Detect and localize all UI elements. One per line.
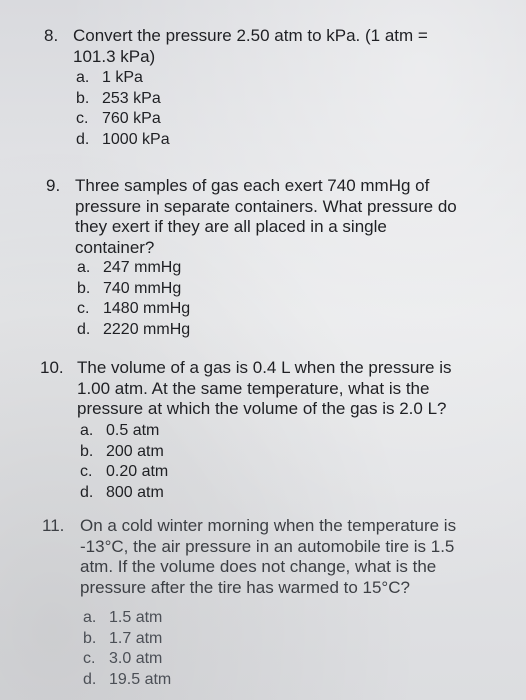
- option-text: 0.5 atm: [106, 422, 160, 439]
- option-letter: d.: [77, 320, 91, 338]
- option-letter: b.: [83, 629, 97, 647]
- stem-line: atm. If the volume does not change, what is the: [80, 557, 437, 576]
- option-d: [77, 320, 190, 341]
- option-text: 1000 kPa: [102, 130, 170, 148]
- option-text: 740 mmHg: [103, 279, 182, 297]
- option-letter: c.: [83, 650, 96, 667]
- question-stem: [73, 26, 428, 67]
- option-a: [83, 608, 171, 629]
- stem-line: Convert the pressure 2.50 atm to kPa. (1 atm =: [73, 26, 428, 45]
- question-stem: [77, 358, 452, 420]
- option-letter: a.: [77, 259, 91, 276]
- option-text: 1480 mmHg: [103, 300, 191, 317]
- option-d: [76, 130, 170, 151]
- question-number: 10.: [40, 358, 64, 377]
- option-letter: a.: [80, 422, 94, 439]
- option-text: 760 kPa: [102, 110, 161, 127]
- stem-line: On a cold winter morning when the temperature is: [80, 516, 457, 535]
- option-text: 3.0 atm: [109, 650, 163, 667]
- answer-options: [80, 421, 168, 503]
- answer-options: [76, 68, 170, 150]
- option-letter: d.: [80, 483, 94, 501]
- option-text: 200 atm: [106, 442, 164, 460]
- option-text: 2220 mmHg: [103, 320, 191, 338]
- option-letter: c.: [77, 300, 90, 317]
- stem-line: The volume of a gas is 0.4 L when the pressure is: [77, 358, 452, 377]
- option-letter: c.: [80, 463, 93, 480]
- option-text: 1.5 atm: [109, 609, 163, 626]
- option-letter: b.: [76, 89, 90, 107]
- option-letter: d.: [83, 670, 97, 688]
- stem-line: -13°C, the air pressure in an automobile tire is 1.5: [80, 536, 455, 556]
- question-stem: [75, 176, 457, 258]
- option-letter: b.: [77, 279, 91, 297]
- question-number: 9.: [46, 176, 61, 195]
- question-number: 8.: [44, 26, 59, 45]
- option-text: 1.7 atm: [109, 629, 163, 647]
- answer-options: [77, 258, 190, 340]
- option-a: [77, 258, 190, 279]
- option-text: 0.20 atm: [106, 463, 169, 480]
- option-text: 253 kPa: [102, 89, 161, 107]
- stem-line: Three samples of gas each exert 740 mmHg of: [75, 176, 430, 195]
- option-letter: d.: [76, 130, 90, 148]
- option-text: 1 kPa: [102, 69, 143, 86]
- option-b: [80, 442, 168, 463]
- question-number: 11.: [42, 516, 65, 535]
- stem-line: pressure at which the volume of the gas is 2.0 L?: [77, 399, 447, 418]
- option-text: 19.5 atm: [109, 670, 172, 688]
- option-a: [80, 421, 168, 442]
- option-d: [80, 483, 168, 504]
- option-a: [76, 68, 170, 89]
- stem-line: container?: [75, 237, 155, 257]
- option-c: [77, 299, 190, 320]
- option-b: [83, 629, 171, 650]
- option-letter: a.: [83, 609, 97, 626]
- option-c: [80, 462, 168, 483]
- stem-line: they exert if they are all placed in a single: [75, 217, 387, 236]
- option-text: 247 mmHg: [103, 259, 182, 276]
- option-b: [77, 279, 190, 300]
- option-c: [83, 649, 171, 670]
- stem-line: pressure after the tire has warmed to 15°C?: [80, 577, 410, 597]
- stem-line: 1.00 atm. At the same temperature, what is the: [77, 378, 430, 398]
- option-text: 800 atm: [106, 483, 164, 501]
- question-stem: [80, 516, 456, 598]
- answer-options: [83, 608, 171, 690]
- option-letter: b.: [80, 442, 94, 460]
- option-b: [76, 89, 170, 110]
- option-letter: a.: [76, 69, 90, 86]
- option-d: [83, 670, 171, 691]
- stem-line: 101.3 kPa): [73, 46, 156, 66]
- stem-line: pressure in separate containers. What pressure do: [75, 196, 457, 216]
- option-c: [76, 109, 170, 130]
- option-letter: c.: [76, 110, 89, 127]
